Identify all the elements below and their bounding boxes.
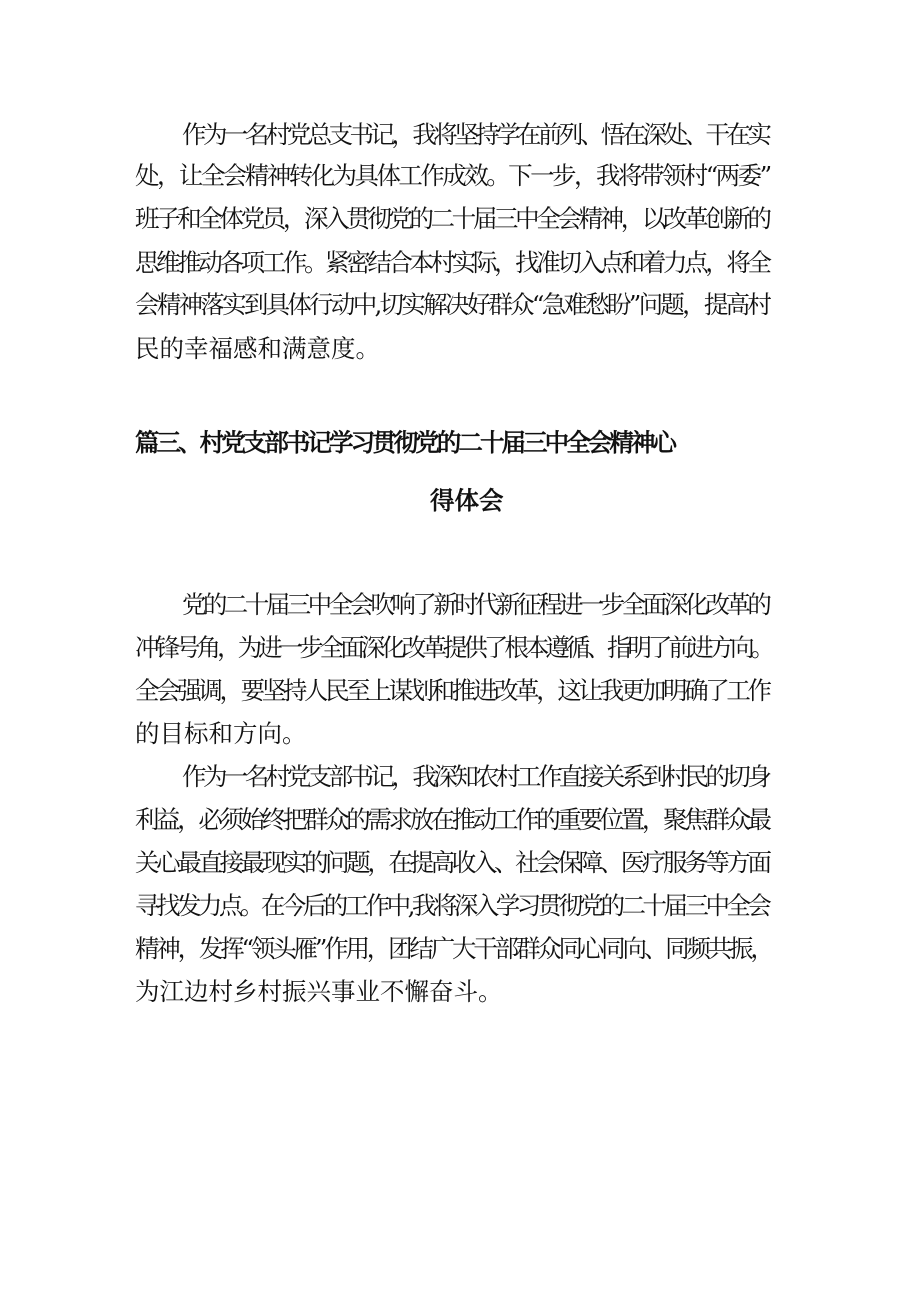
paragraph-line: 思维推动各项工作。紧密结合本村实际，找准切入点和着力点，将全 — [135, 248, 769, 277]
paragraph-line: 寻找发力点。在今后的工作中,我将深入学习贯彻党的二十届三中全会 — [135, 891, 769, 920]
paragraph-line: 处，让全会精神转化为具体工作成效。下一步，我将带领村“两委” — [135, 161, 770, 190]
section-title-line-1: 篇三、村党支部书记学习贯彻党的二十届三中全会精神心 — [135, 428, 674, 457]
paragraph-line: 作为一名村党总支书记，我将坚持学在前列、悟在深处、干在实 — [182, 120, 769, 149]
paragraph-line: 为江边村乡村振兴事业不懈奋斗。 — [135, 977, 503, 1006]
paragraph-line: 冲锋号角，为进一步全面深化改革提供了根本遵循、指明了前进方向。 — [135, 633, 772, 662]
paragraph-line: 班子和全体党员，深入贯彻党的二十届三中全会精神，以改革创新的 — [135, 204, 769, 233]
paragraph-line: 党的二十届三中全会吹响了新时代新征程进一步全面深化改革的 — [182, 590, 769, 619]
paragraph-line: 作为一名村党支部书记，我深知农村工作直接关系到村民的切身 — [182, 762, 769, 791]
paragraph-line: 利益，必须始终把群众的需求放在推动工作的重要位置，聚焦群众最 — [135, 805, 769, 834]
paragraph-line: 精神，发挥“领头雁”作用，团结广大干部群众同心同向、同频共振， — [135, 934, 772, 963]
section-title-line-2: 得体会 — [430, 486, 504, 515]
paragraph-line: 民的幸福感和满意度。 — [135, 334, 380, 363]
paragraph-line: 全会强调，要坚持人民至上谋划和推进改革，这让我更加明确了工作 — [135, 676, 769, 705]
paragraph-line: 会精神落实到具体行动中,切实解决好群众“急难愁盼”问题，提高村 — [135, 290, 770, 319]
paragraph-line: 的目标和方向。 — [135, 719, 307, 748]
paragraph-line: 关心最直接最现实的问题，在提高收入、社会保障、医疗服务等方面 — [135, 848, 769, 877]
